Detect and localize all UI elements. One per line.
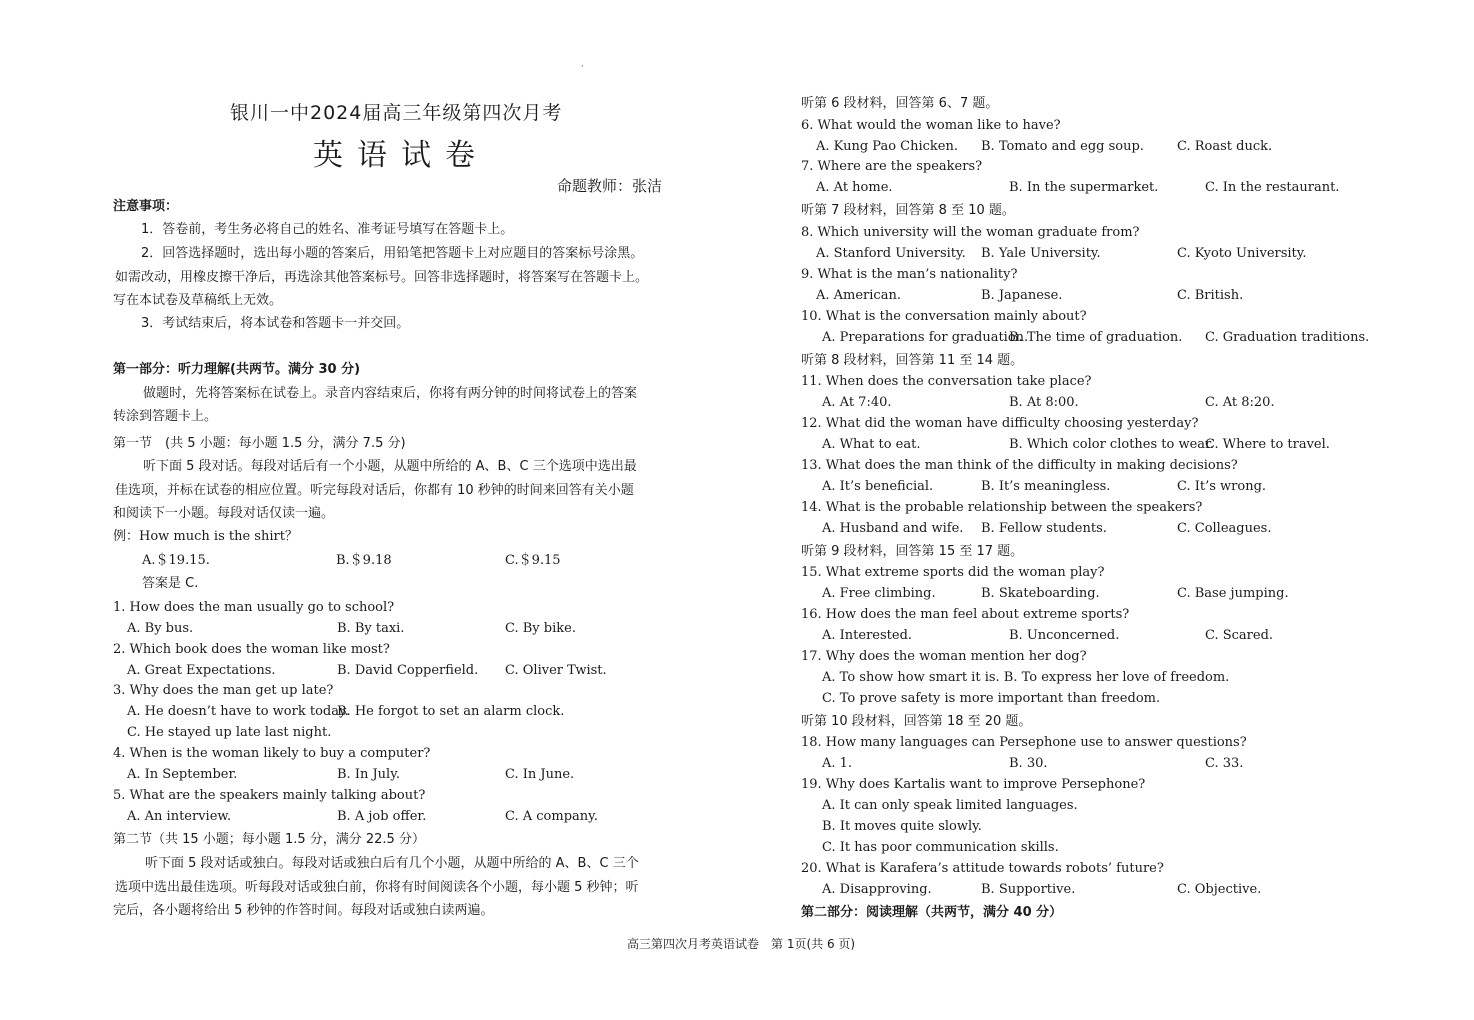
example-option-b: B.＄9.18	[336, 553, 392, 568]
q5-option-c: C. A company.	[505, 809, 598, 824]
q19-option-b: B. It moves quite slowly.	[822, 819, 982, 834]
q4-option-a: A. In September.	[127, 767, 238, 782]
q13-stem: 13. What does the man think of the difficulty in making decisions?	[801, 458, 1238, 473]
q20-option-c: C. Objective.	[1177, 882, 1262, 897]
q20-option-a: A. Disapproving.	[822, 882, 932, 897]
q14-option-a: A. Husband and wife.	[822, 521, 964, 536]
section2-line-1: 听下面 5 段对话或独白。每段对话或独白后有几个小题，从题中所给的 A、B、C 三个	[145, 856, 639, 871]
segment-7-instruction: 听第 7 段材料，回答第 8 至 10 题。	[801, 203, 1015, 218]
q1-option-b: B. By taxi.	[337, 621, 405, 636]
notice-item-3: 3．考试结束后，将本试卷和答题卡一并交回。	[141, 316, 410, 331]
q19-option-a: A. It can only speak limited languages.	[822, 798, 1078, 813]
q6-stem: 6. What would the woman like to have?	[801, 118, 1061, 133]
q18-stem: 18. How many languages can Persephone use to answer questions?	[801, 735, 1247, 750]
q3-option-c: C. He stayed up late last night.	[127, 725, 332, 740]
q19-option-c: C. It has poor communication skills.	[822, 840, 1059, 855]
q9-option-a: A. American.	[816, 288, 901, 303]
q7-stem: 7. Where are the speakers?	[801, 159, 983, 174]
q15-option-a: A. Free climbing.	[822, 586, 936, 601]
q16-stem: 16. How does the man feel about extreme sports?	[801, 607, 1130, 622]
section2-line-2: 选项中选出最佳选项。听每段对话或独白前，你将有时间阅读各个小题，每小题 5 秒钟；听	[115, 880, 639, 895]
q5-stem: 5. What are the speakers mainly talking about?	[113, 788, 426, 803]
q10-option-a: A. Preparations for graduation.	[822, 330, 1029, 345]
q9-option-b: B. Japanese.	[981, 288, 1063, 303]
section1-line-2: 佳选项，并标在试卷的相应位置。听完每段对话后，你都有 10 秒钟的时间来回答有关小题	[115, 483, 634, 498]
section2-heading: 第二节（共 15 小题；每小题 1.5 分，满分 22.5 分）	[113, 832, 425, 847]
q13-option-c: C. It’s wrong.	[1177, 479, 1267, 494]
segment-8-instruction: 听第 8 段材料，回答第 11 至 14 题。	[801, 353, 1024, 368]
q3-stem: 3. Why does the man get up late?	[113, 683, 334, 698]
part1-intro-line-2: 转涂到答题卡上。	[113, 409, 218, 424]
q18-option-a: A. 1.	[822, 756, 853, 771]
q6-option-a: A. Kung Pao Chicken.	[816, 139, 958, 154]
notice-item-2-line-3: 写在本试卷及草稿纸上无效。	[113, 293, 283, 308]
q2-option-c: C. Oliver Twist.	[505, 663, 607, 678]
section1-line-1: 听下面 5 段对话。每段对话后有一个小题，从题中所给的 A、B、C 三个选项中选出最	[143, 459, 637, 474]
q13-option-b: B. It’s meaningless.	[981, 479, 1111, 494]
q12-stem: 12. What did the woman have difficulty choosing yesterday?	[801, 416, 1199, 431]
q16-option-a: A. Interested.	[822, 628, 913, 643]
q17-option-c: C. To prove safety is more important than freedom.	[822, 691, 1161, 706]
segment-9-instruction: 听第 9 段材料，回答第 15 至 17 题。	[801, 544, 1024, 559]
notice-heading: 注意事项：	[113, 199, 179, 214]
example-answer: 答案是 C.	[142, 576, 199, 591]
q15-option-b: B. Skateboarding.	[981, 586, 1100, 601]
segment-10-instruction: 听第 10 段材料，回答第 18 至 20 题。	[801, 714, 1032, 729]
notice-item-2-line-2: 如需改动，用橡皮擦干净后，再选涂其他答案标号。回答非选择题时，将答案写在答题卡上。	[115, 270, 649, 285]
q6-option-c: C. Roast duck.	[1177, 139, 1273, 154]
segment-6-instruction: 听第 6 段材料，回答第 6、7 题。	[801, 96, 999, 111]
q3-option-a: A. He doesn’t have to work today.	[127, 704, 349, 719]
example-option-c: C.＄9.15	[505, 553, 561, 568]
notice-item-1: 1．答卷前，考生务必将自己的姓名、准考证号填写在答题卡上。	[141, 222, 514, 237]
q4-stem: 4. When is the woman likely to buy a computer?	[113, 746, 431, 761]
part1-heading: 第一部分：听力理解(共两节。满分 30 分)	[113, 362, 361, 377]
q4-option-b: B. In July.	[337, 767, 400, 782]
q1-stem: 1. How does the man usually go to school?	[113, 600, 395, 615]
section1-line-3: 和阅读下一小题。每段对话仅读一遍。	[113, 506, 335, 521]
q1-option-c: C. By bike.	[505, 621, 576, 636]
q16-option-b: B. Unconcerned.	[1009, 628, 1120, 643]
part1-intro-line-1: 做题时，先将答案标在试卷上。录音内容结束后，你将有两分钟的时间将试卷上的答案	[143, 386, 638, 401]
q14-stem: 14. What is the probable relationship between the speakers?	[801, 500, 1203, 515]
q14-option-c: C. Colleagues.	[1177, 521, 1272, 536]
top-dot: ·	[581, 62, 584, 71]
page-footer: 高三第四次月考英语试卷 第 1页(共 6 页)	[627, 937, 856, 951]
q17-options-ab: A. To show how smart it is. B. To express her love of freedom.	[822, 670, 1230, 685]
notice-item-2-line-1: 2．回答选择题时，选出每小题的答案后，用铅笔把答题卡上对应题目的答案标号涂黑。	[141, 246, 644, 261]
q11-option-b: B. At 8:00.	[1009, 395, 1079, 410]
q17-stem: 17. Why does the woman mention her dog?	[801, 649, 1087, 664]
q10-stem: 10. What is the conversation mainly about?	[801, 309, 1087, 324]
subject-title: 英语试卷	[313, 138, 489, 173]
q8-stem: 8. Which university will the woman graduate from?	[801, 225, 1140, 240]
q9-option-c: C. British.	[1177, 288, 1244, 303]
q2-option-b: B. David Copperfield.	[337, 663, 479, 678]
q12-option-a: A. What to eat.	[822, 437, 921, 452]
q10-option-b: B. The time of graduation.	[1009, 330, 1183, 345]
q11-stem: 11. When does the conversation take place?	[801, 374, 1092, 389]
q14-option-b: B. Fellow students.	[981, 521, 1107, 536]
part2-heading: 第二部分：阅读理解（共两节，满分 40 分）	[801, 905, 1063, 920]
q19-stem: 19. Why does Kartalis want to improve Persephone?	[801, 777, 1146, 792]
q13-option-a: A. It’s beneficial.	[822, 479, 934, 494]
q2-option-a: A. Great Expectations.	[127, 663, 276, 678]
q11-option-a: A. At 7:40.	[822, 395, 892, 410]
example-question: 例：How much is the shirt？	[113, 529, 298, 544]
q8-option-c: C. Kyoto University.	[1177, 246, 1307, 261]
q16-option-c: C. Scared.	[1205, 628, 1274, 643]
q5-option-a: A. An interview.	[127, 809, 232, 824]
q15-option-c: C. Base jumping.	[1177, 586, 1289, 601]
q8-option-a: A. Stanford University.	[816, 246, 966, 261]
section1-heading: 第一节 (共 5 小题：每小题 1.5 分，满分 7.5 分)	[113, 436, 406, 451]
q2-stem: 2. Which book does the woman like most?	[113, 642, 390, 657]
q8-option-b: B. Yale University.	[981, 246, 1101, 261]
q9-stem: 9. What is the man’s nationality?	[801, 267, 1018, 282]
q18-option-b: B. 30.	[1009, 756, 1048, 771]
q4-option-c: C. In June.	[505, 767, 575, 782]
q15-stem: 15. What extreme sports did the woman play?	[801, 565, 1105, 580]
author-line: 命题教师：张洁	[557, 177, 663, 195]
q7-option-a: A. At home.	[816, 180, 893, 195]
exam-title: 银川一中2024届高三年级第四次月考	[230, 102, 563, 124]
q10-option-c: C. Graduation traditions.	[1205, 330, 1370, 345]
q3-option-b: B. He forgot to set an alarm clock.	[337, 704, 565, 719]
q12-option-c: C. Where to travel.	[1205, 437, 1330, 452]
section2-line-3: 完后，各小题将给出 5 秒钟的作答时间。每段对话或独白读两遍。	[113, 903, 494, 918]
q7-option-c: C. In the restaurant.	[1205, 180, 1340, 195]
q7-option-b: B. In the supermarket.	[1009, 180, 1159, 195]
q5-option-b: B. A job offer.	[337, 809, 427, 824]
q1-option-a: A. By bus.	[127, 621, 194, 636]
q20-stem: 20. What is Karafera’s attitude towards robots’ future?	[801, 861, 1164, 876]
q12-option-b: B. Which color clothes to wear.	[1009, 437, 1214, 452]
q18-option-c: C. 33.	[1205, 756, 1244, 771]
q11-option-c: C. At 8:20.	[1205, 395, 1275, 410]
example-option-a: A.＄19.15.	[142, 553, 210, 568]
q20-option-b: B. Supportive.	[981, 882, 1076, 897]
q6-option-b: B. Tomato and egg soup.	[981, 139, 1144, 154]
